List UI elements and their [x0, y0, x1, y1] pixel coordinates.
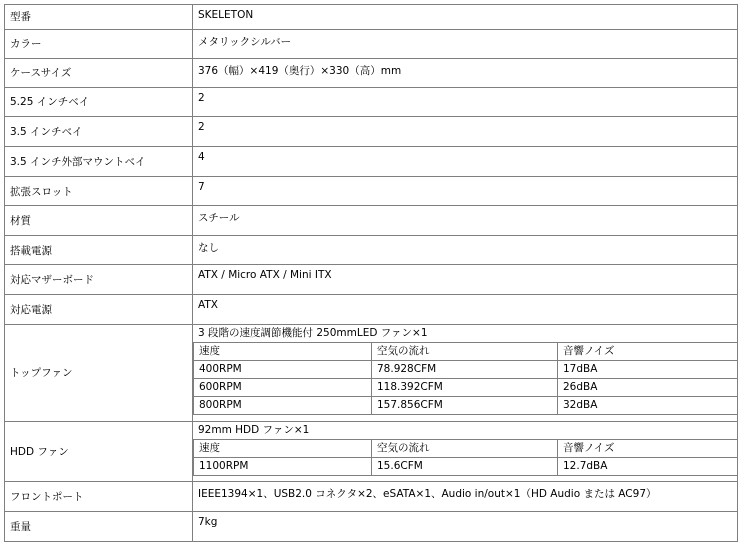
- label-weight: 重量: [5, 511, 193, 541]
- label-psu-included: 搭載電源: [5, 236, 193, 265]
- row-bay-35-ext: [5, 147, 738, 177]
- label-bay-35-ext: 3.5 インチ外部マウントベイ: [5, 147, 193, 177]
- top-fan-speed: 400RPM: [194, 360, 372, 378]
- top-fan-noise: 17dBA: [558, 360, 738, 378]
- row-motherboard: [5, 265, 738, 295]
- top-fan-header-airflow: 空気の流れ: [372, 342, 558, 360]
- top-fan-airflow: 157.856CFM: [372, 396, 558, 414]
- value-material: スチール: [193, 206, 738, 236]
- label-motherboard: 対応マザーボード: [5, 265, 193, 295]
- hdd-fan-noise: 12.7dBA: [558, 458, 738, 476]
- top-fan-header-speed: 速度: [194, 342, 372, 360]
- value-motherboard: ATX / Micro ATX / Mini ITX: [193, 265, 738, 295]
- table-row: [194, 360, 738, 378]
- spec-table: [4, 4, 738, 542]
- hdd-fan-header-airflow: 空気の流れ: [372, 440, 558, 458]
- label-front-port: フロントポート: [5, 481, 193, 511]
- row-case-size: [5, 58, 738, 87]
- table-row: [194, 458, 738, 476]
- table-row: [194, 378, 738, 396]
- label-bay-35: 3.5 インチベイ: [5, 116, 193, 146]
- value-psu-support: ATX: [193, 295, 738, 324]
- value-bay-35-ext: 4: [193, 147, 738, 177]
- row-front-port: [5, 481, 738, 511]
- top-fan-cell: [193, 324, 738, 422]
- label-top-fan: トップファン: [5, 324, 193, 422]
- label-bay-525: 5.25 インチベイ: [5, 87, 193, 116]
- row-slots: [5, 177, 738, 206]
- top-fan-title: 3 段階の速度調節機能付 250mmLED ファン×1: [198, 326, 428, 339]
- row-material: [5, 206, 738, 236]
- label-psu-support: 対応電源: [5, 295, 193, 324]
- row-model: [5, 5, 738, 30]
- table-row: [194, 396, 738, 414]
- value-weight: 7kg: [193, 511, 738, 541]
- top-fan-header-noise: 音響ノイズ: [558, 342, 738, 360]
- value-psu-included: なし: [193, 236, 738, 265]
- label-model: 型番: [5, 5, 193, 30]
- hdd-fan-speed: 1100RPM: [194, 458, 372, 476]
- hdd-fan-header-noise: 音響ノイズ: [558, 440, 738, 458]
- value-color: メタリックシルバー: [193, 29, 738, 58]
- top-fan-noise: 32dBA: [558, 396, 738, 414]
- row-bay-525: [5, 87, 738, 116]
- row-bay-35: [5, 116, 738, 146]
- value-slots: 7: [193, 177, 738, 206]
- label-color: カラー: [5, 29, 193, 58]
- value-front-port: IEEE1394×1、USB2.0 コネクタ×2、eSATA×1、Audio in/out×1（HD Audio または AC97）: [193, 481, 738, 511]
- row-psu-included: [5, 236, 738, 265]
- hdd-fan-header-speed: 速度: [194, 440, 372, 458]
- row-hdd-fan: [5, 422, 738, 481]
- top-fan-speed: 800RPM: [194, 396, 372, 414]
- hdd-fan-title: 92mm HDD ファン×1: [198, 424, 310, 437]
- top-fan-noise: 26dBA: [558, 378, 738, 396]
- top-fan-speed: 600RPM: [194, 378, 372, 396]
- label-material: 材質: [5, 206, 193, 236]
- top-fan-header-row: [194, 342, 738, 360]
- hdd-fan-header-row: [194, 440, 738, 458]
- label-slots: 拡張スロット: [5, 177, 193, 206]
- label-hdd-fan: HDD ファン: [5, 422, 193, 481]
- row-top-fan: [5, 324, 738, 422]
- top-fan-airflow: 118.392CFM: [372, 378, 558, 396]
- top-fan-airflow: 78.928CFM: [372, 360, 558, 378]
- value-case-size: 376（幅）×419（奥行）×330（高）mm: [193, 58, 738, 87]
- value-model: SKELETON: [193, 5, 738, 30]
- value-bay-525: 2: [193, 87, 738, 116]
- row-weight: [5, 511, 738, 541]
- top-fan-table: [193, 342, 738, 415]
- hdd-fan-airflow: 15.6CFM: [372, 458, 558, 476]
- hdd-fan-cell: [193, 422, 738, 481]
- row-color: [5, 29, 738, 58]
- row-psu-support: [5, 295, 738, 324]
- label-case-size: ケースサイズ: [5, 58, 193, 87]
- hdd-fan-table: [193, 439, 738, 476]
- value-bay-35: 2: [193, 116, 738, 146]
